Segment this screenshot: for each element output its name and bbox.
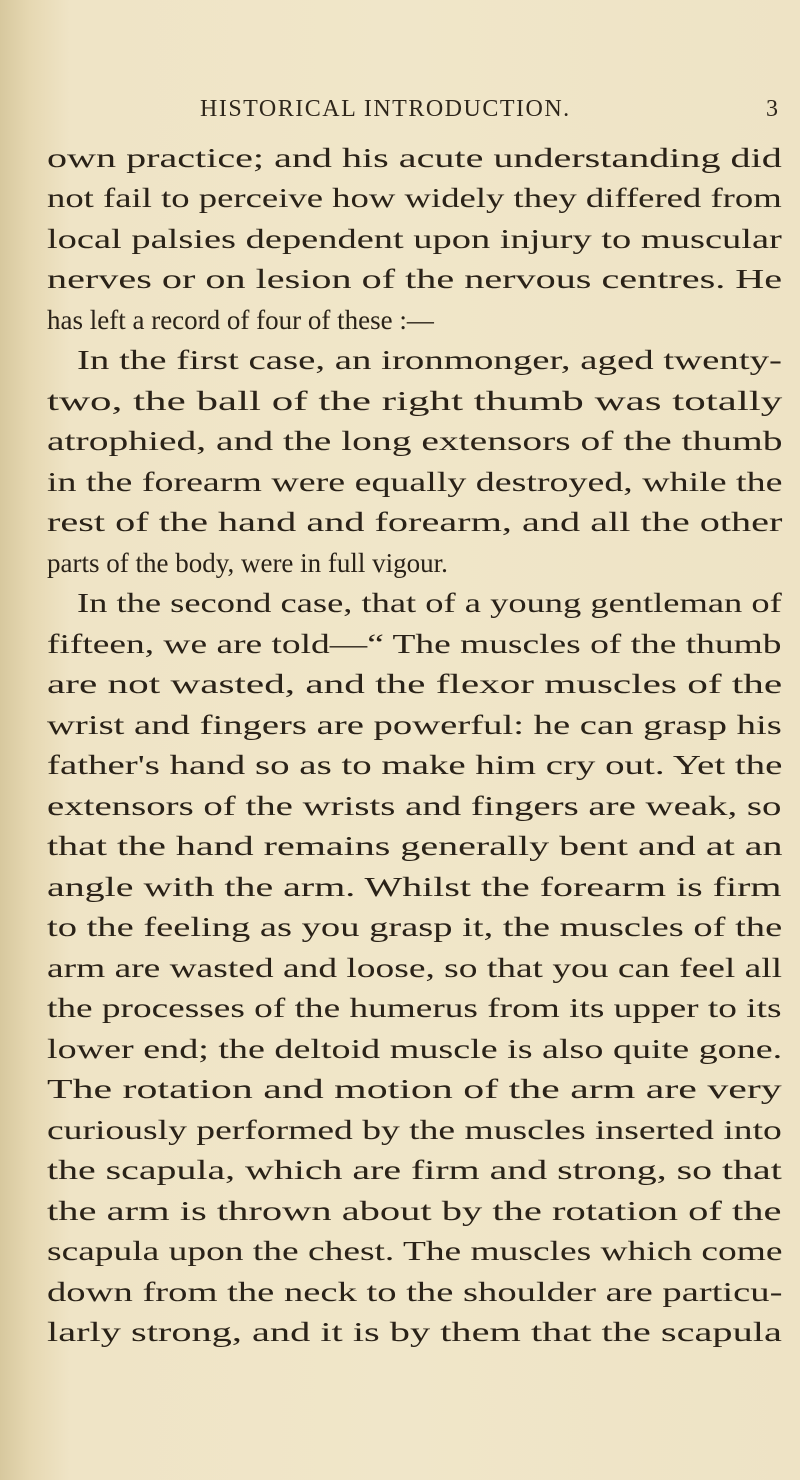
running-head: HISTORICAL INTRODUCTION.: [200, 96, 571, 122]
text-line: that the hand remains generally bent and at an: [47, 831, 783, 861]
text-line: scapula upon the chest. The muscles which come: [47, 1236, 783, 1266]
text-line: the processes of the humerus from its upper to its: [47, 993, 782, 1023]
text-line: angle with the arm. Whilst the forearm is firm: [47, 872, 782, 902]
text-line: two, the ball of the right thumb was totally: [47, 386, 783, 416]
text-line: in the forearm were equally destroyed, while the: [47, 467, 783, 497]
text-line: fifteen, we are told—“ The muscles of the thumb: [47, 629, 782, 659]
text-line: lower end; the deltoid muscle is also quite gone.: [47, 1034, 783, 1064]
text-line: are not wasted, and the flexor muscles of the: [47, 669, 783, 699]
text-line: to the feeling as you grasp it, the muscles of the: [47, 912, 783, 942]
text-line: nerves or on lesion of the nervous centres. He: [47, 264, 783, 294]
text-line: parts of the body, were in full vigour.: [47, 548, 448, 578]
text-line: In the first case, an ironmonger, aged twenty-: [77, 345, 782, 375]
text-line: In the second case, that of a young gentleman of: [77, 588, 782, 618]
page-header: [0, 94, 800, 124]
text-line: curiously performed by the muscles inserted into: [47, 1115, 782, 1145]
text-line: father's hand so as to make him cry out. Yet the: [47, 750, 783, 780]
text-line: arm are wasted and loose, so that you can feel all: [47, 953, 783, 983]
page-number: 3: [766, 96, 778, 122]
text-line: The rotation and motion of the arm are very: [47, 1074, 782, 1104]
text-line: larly strong, and it is by them that the scapula: [47, 1317, 782, 1347]
text-line: wrist and fingers are powerful: he can grasp his: [47, 710, 782, 740]
text-line: not fail to perceive how widely they differed from: [47, 183, 782, 213]
text-line: the arm is thrown about by the rotation of the: [47, 1196, 782, 1226]
text-line: down from the neck to the shoulder are particu-: [47, 1277, 783, 1307]
text-line: has left a record of four of these :—: [47, 305, 434, 335]
text-line: extensors of the wrists and fingers are weak, so: [47, 791, 782, 821]
text-line: rest of the hand and forearm, and all the other: [47, 507, 783, 537]
text-line: local palsies dependent upon injury to muscular: [47, 224, 782, 254]
text-line: own practice; and his acute understanding did: [47, 143, 782, 173]
text-line: the scapula, which are firm and strong, so that: [47, 1155, 782, 1185]
text-line: atrophied, and the long extensors of the thumb: [47, 426, 783, 456]
